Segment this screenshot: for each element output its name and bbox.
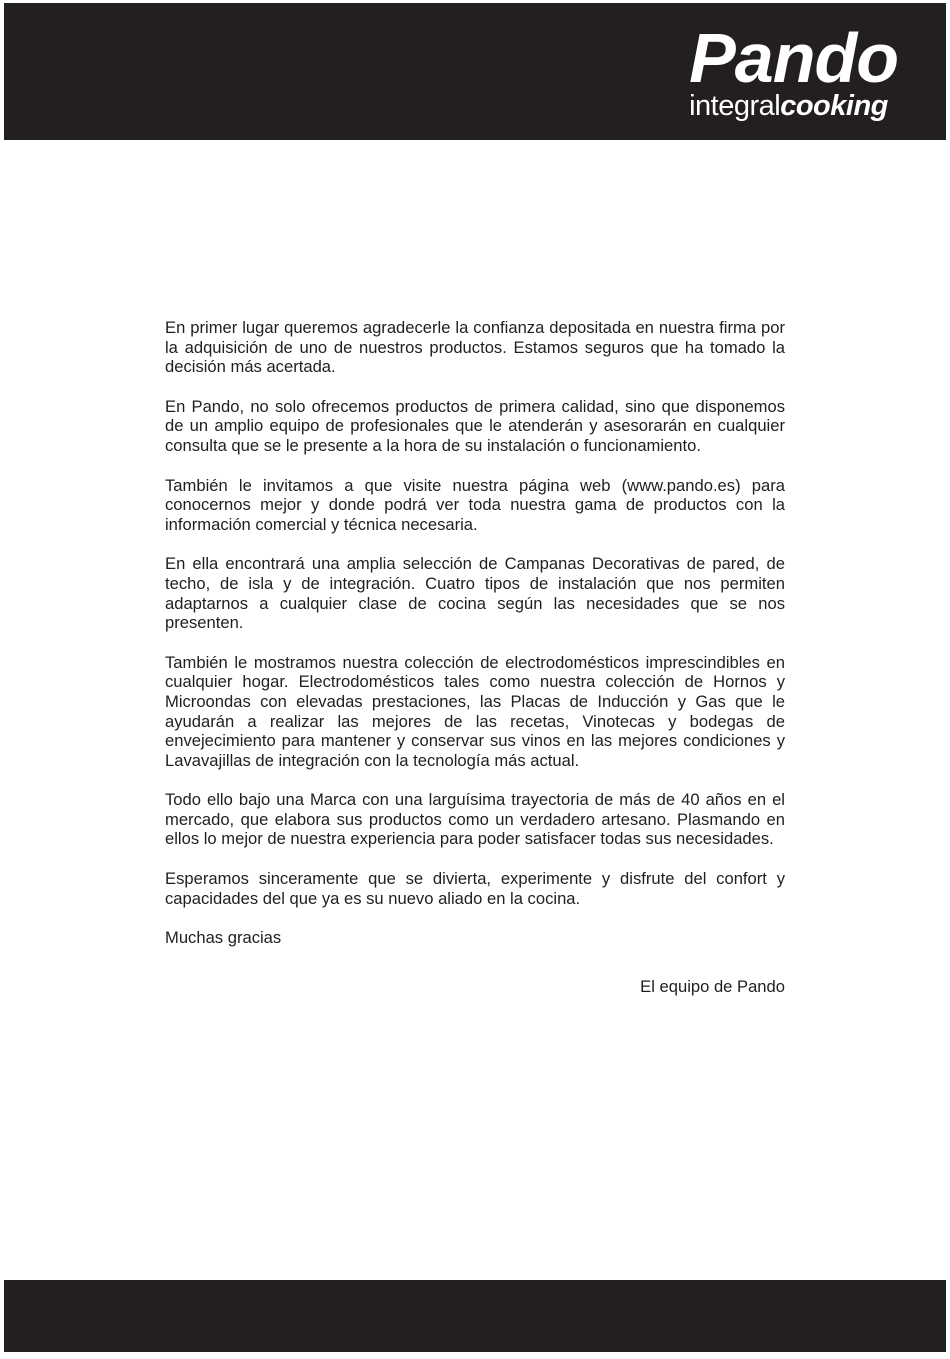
logo-tagline-light: integral	[689, 90, 781, 122]
letter-paragraph: En primer lugar queremos agradecerle la confianza depositada en nuestra firma por la adquisición de uno de nuestros productos. Estamos seguros que ha tomado la decisión más acertada.	[165, 318, 785, 377]
letter-closing: Muchas gracias	[165, 928, 282, 948]
pando-logo	[689, 19, 898, 122]
header-band	[4, 3, 946, 140]
letter-paragraph: Todo ello bajo una Marca con una larguísima trayectoria de más de 40 años en el mercado, que elabora sus productos como un verdadero artesano. Plasmando en ellos lo mejor de nuestra experiencia para poder satisfacer todas sus necesidades.	[165, 790, 785, 849]
letter-paragraph: También le invitamos a que visite nuestra página web (www.pando.es) para conocernos mejor y donde podrá ver toda nuestra gama de productos con la información comercial y técnica necesaria.	[165, 475, 785, 534]
letter-body	[165, 318, 785, 948]
letter-paragraph: Esperamos sinceramente que se divierta, experimente y disfrute del confort y capacidades del que ya es su nuevo aliado en la cocina.	[165, 869, 785, 908]
footer-band	[4, 1280, 946, 1352]
letter-paragraph: En ella encontrará una amplia selección de Campanas Decorativas de pared, de techo, de isla y de integración. Cuatro tipos de instalación que nos permiten adaptarnos a cualquier clase de cocina según las necesidades que se nos presenten.	[165, 554, 785, 633]
logo-brand: Pando	[689, 19, 898, 97]
letter-paragraph: En Pando, no solo ofrecemos productos de primera calidad, sino que disponemos de un amplio equipo de profesionales que le atenderán y asesorarán en cualquier consulta que se le presente a la hora de su instalación o funcionamiento.	[165, 396, 785, 455]
letter-paragraph: También le mostramos nuestra colección de electrodomésticos imprescindibles en cualquier hogar. Electrodomésticos tales como nuestra colección de Hornos y Microondas con elevadas prestaciones, las Placas de Inducción y Gas que le ayudarán a realizar las mejores de las recetas, Vinotecas y bodegas de envejecimiento para mantener y conservar sus vinos en las mejores condiciones y Lavavajillas de integración con la tecnología más actual.	[165, 652, 785, 770]
letter-signature: El equipo de Pando	[640, 977, 785, 996]
logo-tagline-bold: cooking	[780, 90, 888, 122]
logo-tagline	[689, 91, 898, 121]
